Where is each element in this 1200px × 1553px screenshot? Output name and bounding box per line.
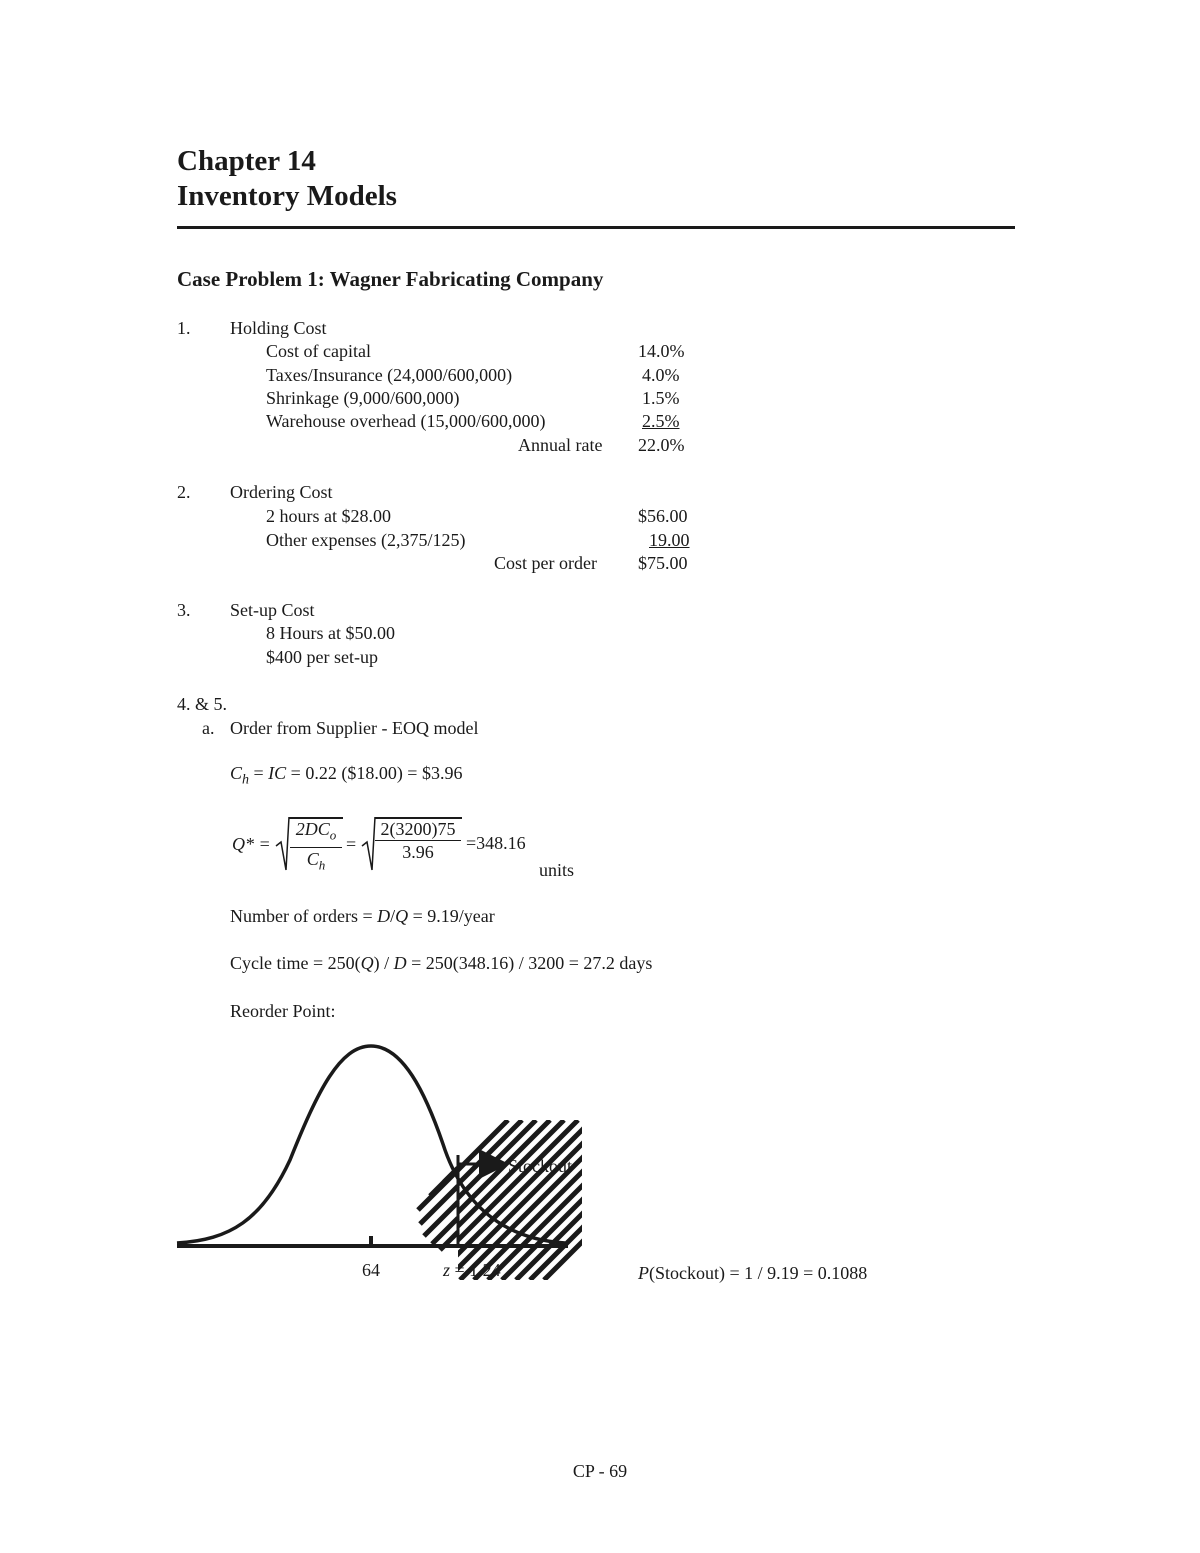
case-title: Case Problem 1: Wagner Fabricating Company bbox=[177, 267, 604, 291]
prob-symbol: P bbox=[638, 1263, 649, 1283]
q-units: units bbox=[539, 860, 575, 880]
z-label bbox=[443, 1259, 501, 1281]
ordering-value: 19.00 bbox=[649, 530, 690, 550]
holding-total-label: Annual rate bbox=[518, 435, 603, 455]
prob-value: (Stockout) = 1 / 9.19 = 0.1088 bbox=[649, 1263, 868, 1283]
page-footer: CP - 69 bbox=[572, 1461, 628, 1481]
chapter-number: Chapter 14 bbox=[177, 145, 316, 177]
mean-label: 64 bbox=[362, 1260, 380, 1280]
subsection-a-text: Order from Supplier - EOQ model bbox=[230, 718, 479, 738]
ordering-label: 2 hours at $28.00 bbox=[266, 506, 391, 526]
stockout-probability bbox=[638, 1262, 867, 1284]
cycle-mid: ) / bbox=[373, 953, 394, 973]
ordering-title: Ordering Cost bbox=[230, 482, 333, 502]
sqrt-sign-1 bbox=[276, 817, 289, 870]
chapter-title: Inventory Models bbox=[177, 180, 397, 212]
frac1-bottom-text: C bbox=[306, 848, 319, 869]
frac1-top-text: 2DC bbox=[295, 819, 330, 839]
orders-slash: / bbox=[390, 906, 396, 926]
orders-suffix: = 9.19/year bbox=[408, 906, 495, 926]
holding-value: 1.5% bbox=[642, 388, 680, 408]
ch-equals: = bbox=[249, 763, 269, 783]
ordering-total-label: Cost per order bbox=[494, 553, 597, 573]
holding-label: Taxes/Insurance (24,000/600,000) bbox=[266, 365, 513, 385]
bell-curve bbox=[177, 1046, 565, 1243]
fraction-2-denominator: 3.96 bbox=[402, 842, 434, 862]
setup-title: Set-up Cost bbox=[230, 600, 315, 620]
holding-value: 2.5% bbox=[642, 411, 680, 431]
holding-value: 14.0% bbox=[638, 341, 685, 361]
stockout-hatch bbox=[348, 1120, 704, 1280]
cycle-suffix: = 250(348.16) / 3200 = 27.2 days bbox=[406, 953, 653, 973]
ch-subscript: h bbox=[242, 772, 250, 788]
stockout-hatch-left bbox=[418, 1168, 458, 1250]
orders-d: D bbox=[377, 906, 391, 926]
ordering-value: $56.00 bbox=[638, 506, 688, 526]
holding-label: Shrinkage (9,000/600,000) bbox=[266, 388, 460, 408]
reorder-point-label: Reorder Point: bbox=[230, 1001, 336, 1021]
frac1-top-sub: o bbox=[329, 827, 337, 843]
frac1-bottom-sub: h bbox=[318, 857, 326, 873]
setup-num: 3. bbox=[177, 600, 191, 620]
cycle-prefix: Cycle time = 250( bbox=[230, 953, 361, 973]
fraction-2-numerator: 2(3200)75 bbox=[375, 818, 461, 841]
holding-title: Holding Cost bbox=[230, 318, 327, 338]
orders-q: Q bbox=[395, 906, 409, 926]
sqrt-sign-2 bbox=[362, 817, 375, 870]
cycle-q: Q bbox=[360, 953, 374, 973]
cycle-d: D bbox=[393, 953, 407, 973]
setup-line: 8 Hours at $50.00 bbox=[266, 623, 395, 643]
z-value: = 1.24 bbox=[450, 1260, 501, 1280]
ic-symbol: IC bbox=[268, 763, 287, 783]
holding-label: Cost of capital bbox=[266, 341, 371, 361]
ordering-label: Other expenses (2,375/125) bbox=[266, 530, 466, 550]
z-symbol: z bbox=[443, 1260, 451, 1280]
holding-label: Warehouse overhead (15,000/600,000) bbox=[266, 411, 546, 431]
ordering-num: 2. bbox=[177, 482, 191, 502]
ch-symbol: C bbox=[230, 763, 243, 783]
setup-line: $400 per set-up bbox=[266, 647, 378, 667]
equals-sign: = bbox=[346, 834, 357, 854]
section45-num: 4. & 5. bbox=[177, 694, 228, 714]
stockout-label: Stockout bbox=[508, 1156, 573, 1176]
holding-num: 1. bbox=[177, 318, 191, 338]
ch-value: = 0.22 ($18.00) = $3.96 bbox=[286, 763, 463, 783]
ordering-total-value: $75.00 bbox=[638, 553, 688, 573]
orders-prefix: Number of orders = bbox=[230, 906, 378, 926]
holding-total-value: 22.0% bbox=[638, 435, 685, 455]
q-star-symbol: Q* = bbox=[232, 834, 271, 854]
q-result: =348.16 bbox=[466, 833, 526, 853]
subsection-a-label: a. bbox=[202, 718, 215, 738]
holding-value: 4.0% bbox=[642, 365, 680, 385]
